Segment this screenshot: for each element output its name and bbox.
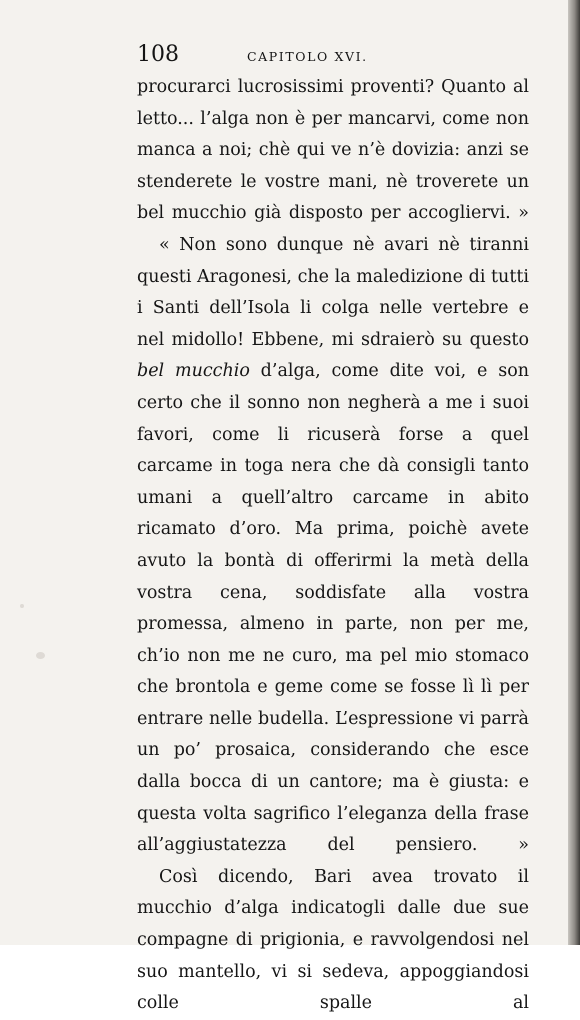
body-text bbox=[137, 72, 529, 1020]
paper-stain bbox=[20, 604, 24, 608]
italic-phrase: bel mucchio bbox=[137, 361, 250, 382]
paragraph-2-end: d’alga, come dite voi, e son certo che il sonno non negherà a me i suoi favori, come li ricuserà forse a quel carcame in toga nera che dà consigli tanto umani a quell’altro carcame in abito ricamato d’oro. Ma prima, poichè avete avuto la bontà di offerirmi la metà della vostra cena, soddisfate alla vostra promessa, almeno in parte, non per me, ch’io non me ne curo, ma pel mio stomaco che brontola e geme come se fosse lì lì per entrare nelle budella. L’espressione vi parrà un po’ prosaica, considerando che esce dalla bocca di un cantore; ma è giusta: e questa volta sagrifico l’eleganza della frase all’aggiustatezza del pensiero. » bbox=[137, 361, 529, 856]
page-header bbox=[137, 42, 529, 70]
running-head: CAPITOLO XVI. bbox=[247, 49, 368, 64]
page-edge-shadow bbox=[568, 0, 580, 945]
paragraph-1: procurarci lucrosissimi proventi? Quanto al letto... l’alga non è per mancarvi, come non manca a noi; chè qui ve n’è dovizia: anzi se stenderete le vostre mani, nè troverete un bel mucchio già disposto per accogliervi. » bbox=[137, 77, 529, 224]
page-number: 108 bbox=[137, 42, 179, 67]
paragraph-3: Così dicendo, Bari avea trovato il mucchio d’alga indicatogli dalle due sue compagne di prigionia, e ravvolgendosi nel suo mantello, vi si sedeva, appoggiandosi colle spalle al bbox=[137, 866, 529, 1014]
paper-stain bbox=[36, 652, 45, 659]
paragraph-2-start: « Non sono dunque nè avari nè tiranni questi Aragonesi, che la maledizione di tutti i Santi dell’Isola li colga nelle vertebre e nel midollo! Ebbene, mi sdraierò su questo bbox=[137, 234, 529, 350]
paragraph-2 bbox=[137, 230, 529, 862]
